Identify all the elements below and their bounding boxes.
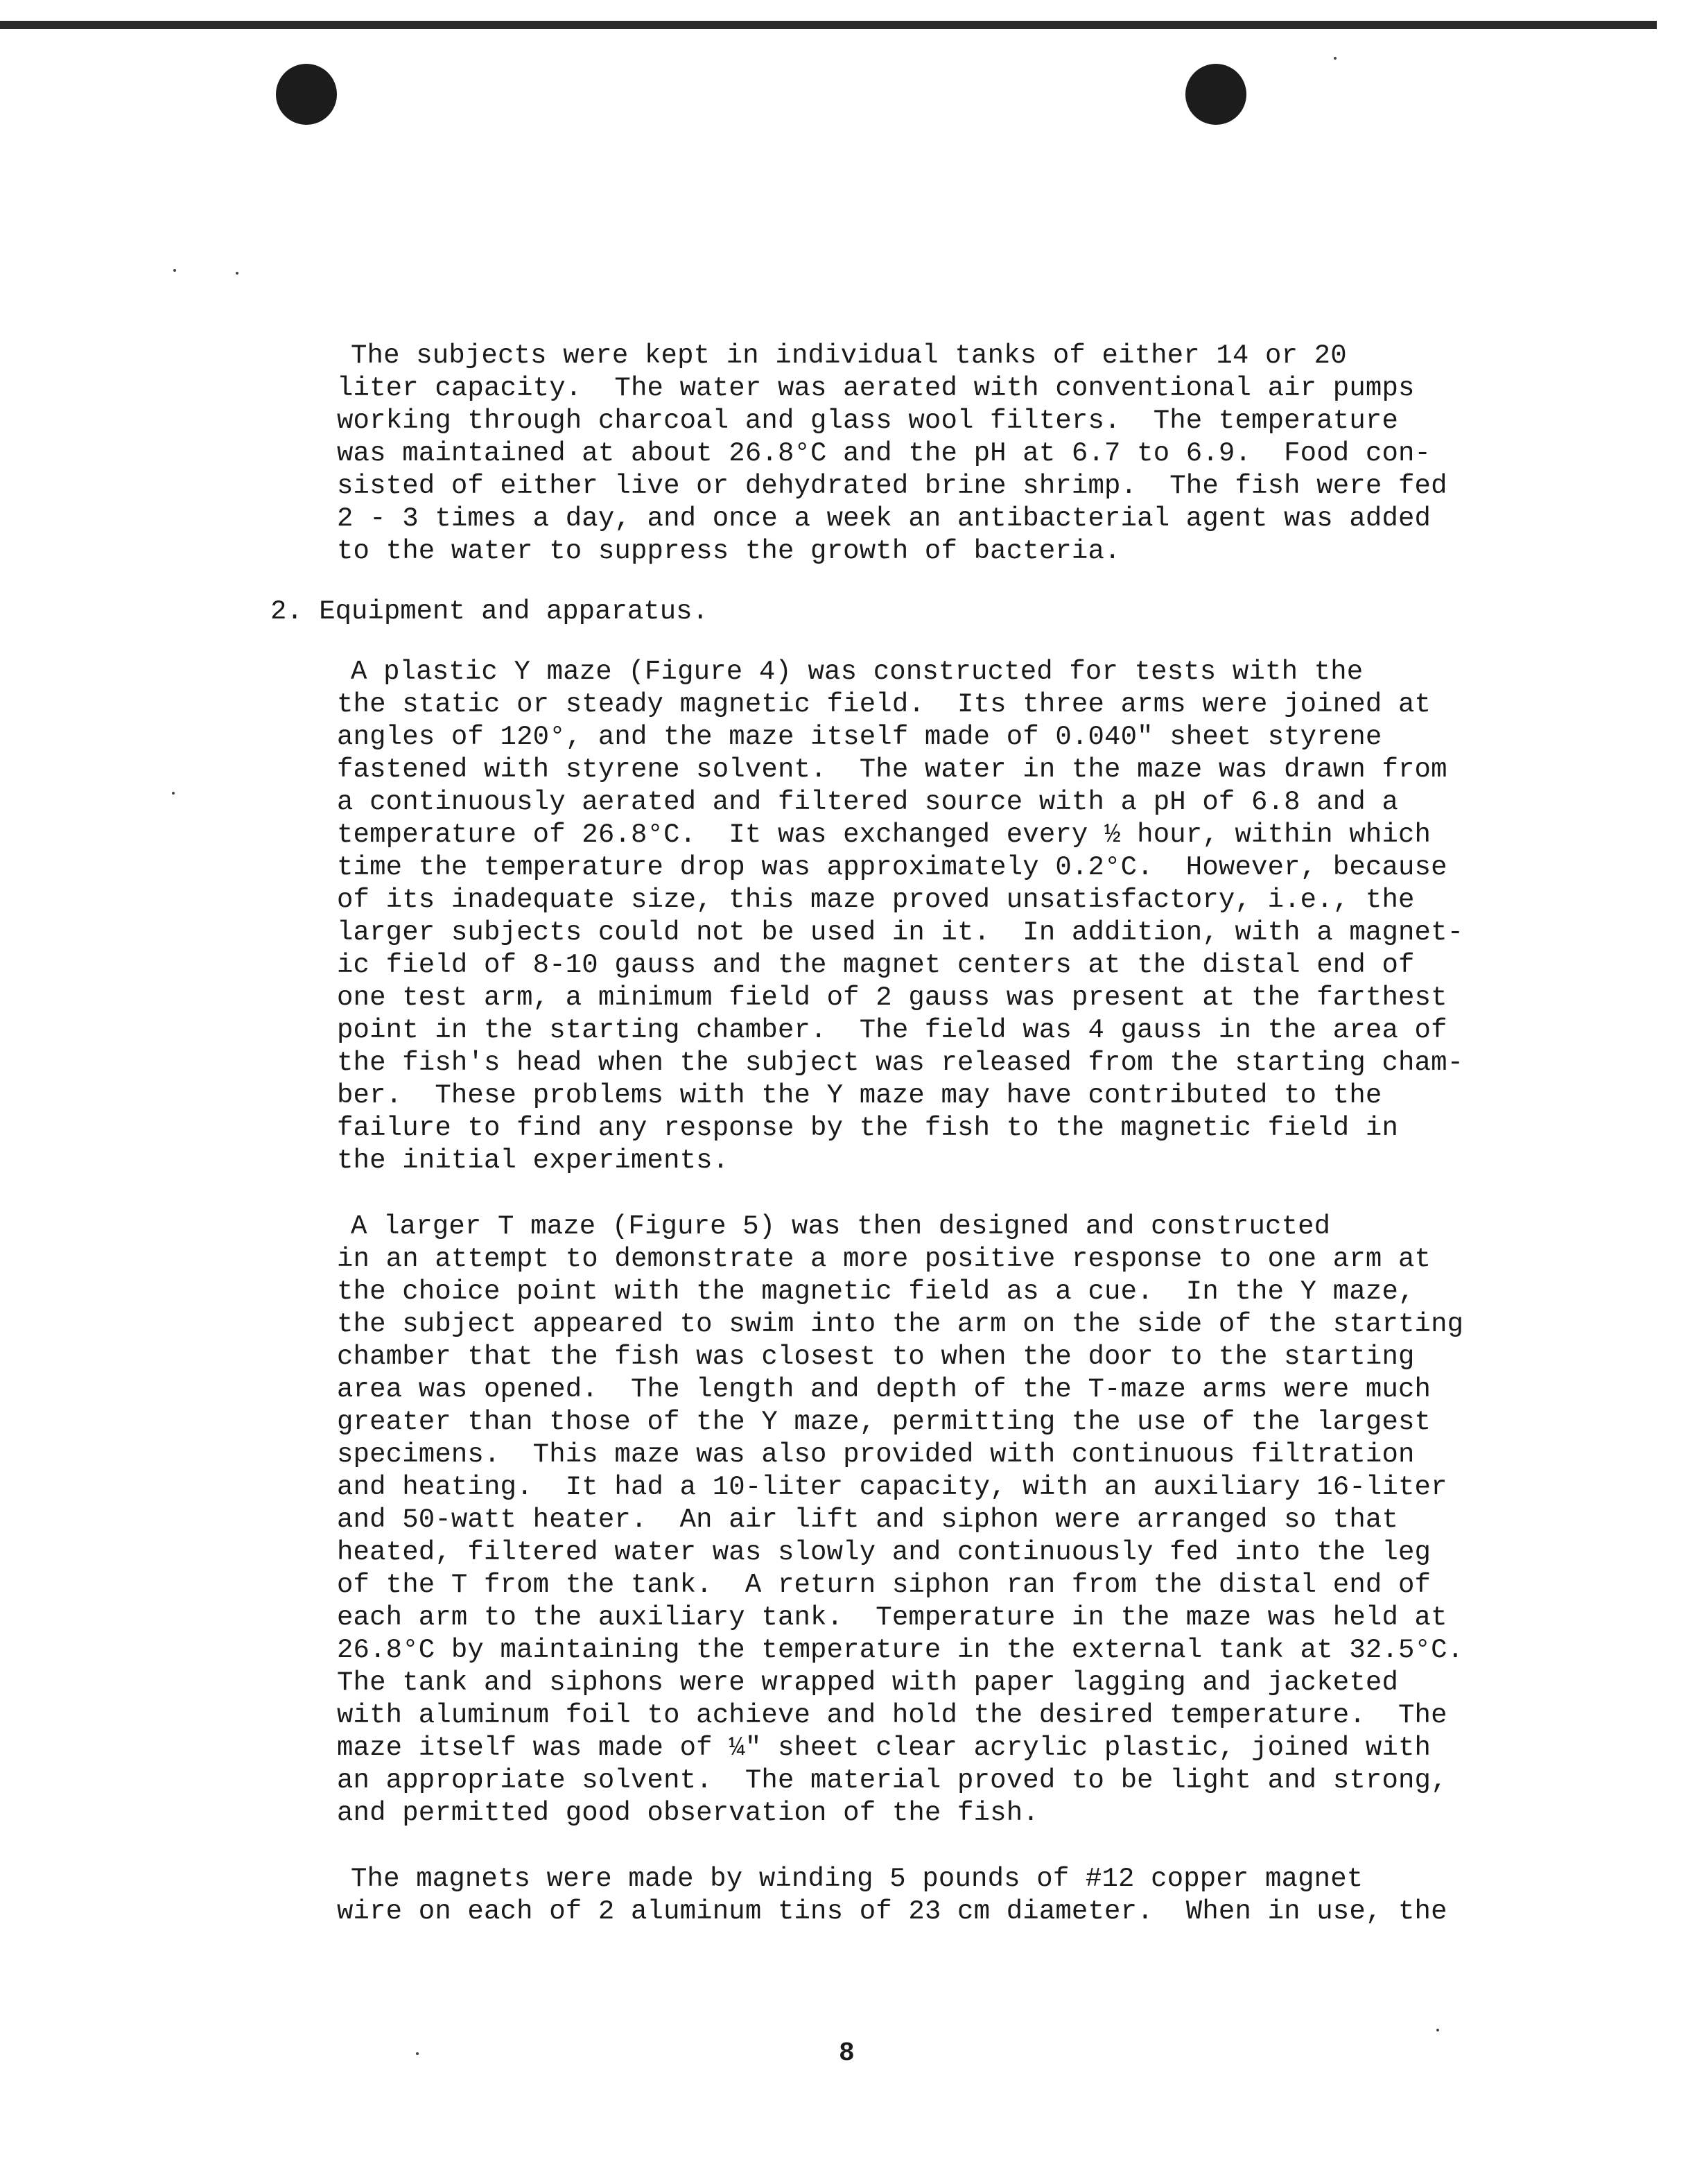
text-line: sisted of either live or dehydrated brine shrimp. The fish were fed <box>337 471 1447 501</box>
text-line: larger subjects could not be used in it. In addition, with a magnet- <box>337 917 1464 948</box>
document-page <box>270 340 1518 1928</box>
text-line: The magnets were made by winding 5 pounds of #12 copper magnet <box>351 1864 1364 1894</box>
text-line: each arm to the auxiliary tank. Temperature in the maze was held at <box>337 1602 1447 1633</box>
text-line: liter capacity. The water was aerated with conventional air pumps <box>337 373 1415 404</box>
text-line: ber. These problems with the Y maze may have contributed to the <box>337 1080 1382 1111</box>
text-line: The subjects were kept in individual tanks of either 14 or 20 <box>351 340 1347 371</box>
text-line: area was opened. The length and depth of the T-maze arms were much <box>337 1374 1431 1405</box>
text-line: fastened with styrene solvent. The water in the maze was drawn from <box>337 754 1447 785</box>
text-line: temperature of 26.8°C. It was exchanged every ½ hour, within which <box>337 820 1431 850</box>
text-line: and 50-watt heater. An air lift and siphon were arranged so that <box>337 1505 1398 1535</box>
section-heading: 2. Equipment and apparatus. <box>270 596 708 627</box>
text-line: to the water to suppress the growth of bacteria. <box>337 536 1121 566</box>
punch-hole-left <box>276 64 337 125</box>
text-line: ic field of 8-10 gauss and the magnet centers at the distal end of <box>337 950 1415 980</box>
text-line: working through charcoal and glass wool filters. The temperature <box>337 406 1398 436</box>
paragraph-y-maze <box>270 656 1518 1177</box>
text-line: the fish's head when the subject was released from the starting cham- <box>337 1048 1464 1078</box>
text-line: heated, filtered water was slowly and continuously fed into the leg <box>337 1537 1431 1568</box>
paragraph-t-maze <box>270 1211 1518 1830</box>
scan-speck <box>236 272 238 275</box>
text-line: the subject appeared to swim into the arm on the side of the starting <box>337 1309 1464 1340</box>
paragraph-care <box>270 340 1518 568</box>
text-line: wire on each of 2 aluminum tins of 23 cm diameter. When in use, the <box>337 1896 1447 1927</box>
punch-hole-right <box>1185 64 1246 125</box>
text-line: specimens. This maze was also provided with continuous filtration <box>337 1439 1415 1470</box>
scan-speck <box>416 2052 419 2055</box>
text-line: time the temperature drop was approximately 0.2°C. However, because <box>337 852 1447 883</box>
paragraph-magnets <box>270 1863 1518 1928</box>
text-line: a continuously aerated and filtered source with a pH of 6.8 and a <box>337 787 1398 817</box>
text-line: A plastic Y maze (Figure 4) was constructed for tests with the <box>351 657 1364 687</box>
scan-speck <box>1436 2029 1439 2031</box>
top-border-rule <box>0 21 1657 29</box>
scan-speck <box>173 269 176 272</box>
text-line: an appropriate solvent. The material proved to be light and strong, <box>337 1765 1447 1796</box>
text-line: point in the starting chamber. The field was 4 gauss in the area of <box>337 1015 1447 1046</box>
text-line: one test arm, a minimum field of 2 gauss was present at the farthest <box>337 982 1447 1013</box>
text-line: the static or steady magnetic field. Its three arms were joined at <box>337 689 1431 720</box>
text-line: the initial experiments. <box>337 1145 729 1176</box>
scan-speck <box>172 792 175 795</box>
text-line: 2 - 3 times a day, and once a week an antibacterial agent was added <box>337 503 1431 534</box>
text-line: of its inadequate size, this maze proved unsatisfactory, i.e., the <box>337 885 1415 915</box>
text-line: chamber that the fish was closest to when the door to the starting <box>337 1342 1415 1372</box>
text-line: angles of 120°, and the maze itself made of 0.040" sheet styrene <box>337 722 1382 752</box>
text-line: 26.8°C by maintaining the temperature in the external tank at 32.5°C. <box>337 1635 1464 1665</box>
text-line: in an attempt to demonstrate a more positive response to one arm at <box>337 1244 1431 1274</box>
text-line: maze itself was made of ¼" sheet clear acrylic plastic, joined with <box>337 1733 1431 1763</box>
text-line: greater than those of the Y maze, permitting the use of the largest <box>337 1407 1431 1437</box>
text-line: The tank and siphons were wrapped with paper lagging and jacketed <box>337 1667 1398 1698</box>
text-line: was maintained at about 26.8°C and the pH at 6.7 to 6.9. Food con- <box>337 438 1431 469</box>
text-line: and permitted good observation of the fish. <box>337 1798 1039 1828</box>
text-line: A larger T maze (Figure 5) was then designed and constructed <box>351 1211 1331 1242</box>
text-line: of the T from the tank. A return siphon ran from the distal end of <box>337 1570 1431 1600</box>
text-line: failure to find any response by the fish to the magnetic field in <box>337 1113 1398 1143</box>
text-line: with aluminum foil to achieve and hold the desired temperature. The <box>337 1700 1447 1731</box>
text-line: and heating. It had a 10-liter capacity, with an auxiliary 16-liter <box>337 1472 1447 1502</box>
page-number: 8 <box>839 2038 855 2068</box>
text-line: the choice point with the magnetic field as a cue. In the Y maze, <box>337 1276 1415 1307</box>
scan-speck <box>1334 57 1337 60</box>
